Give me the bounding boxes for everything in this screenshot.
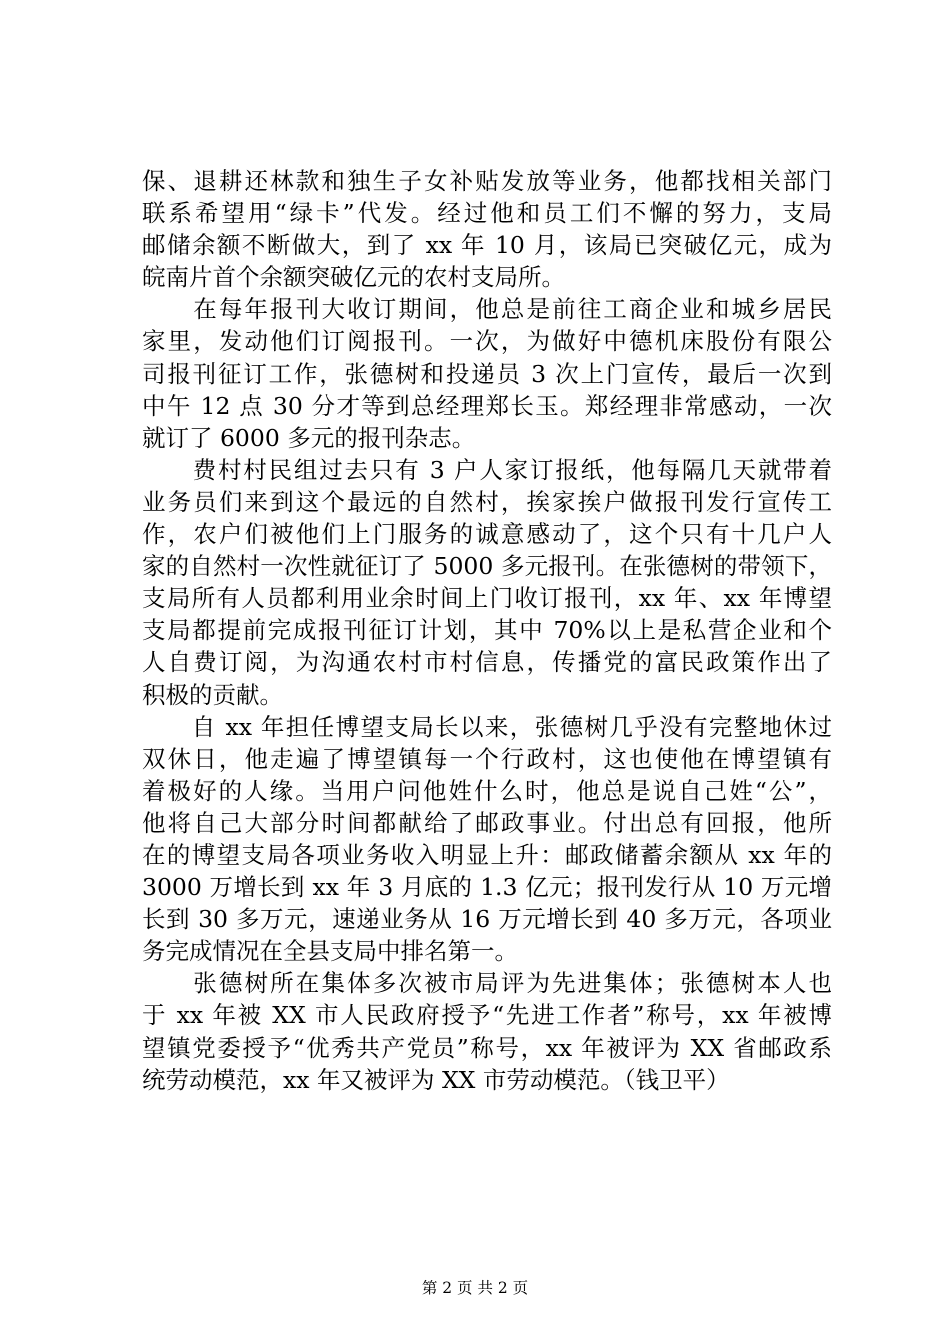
article-body [142, 165, 832, 1096]
text-line: 长到 30 多万元，速递业务从 16 万元增长到 40 多万元，各项业 [142, 905, 832, 934]
paragraph-4 [142, 711, 832, 968]
text-line: 保、退耕还林款和独生子女补贴发放等业务，他都找相关部门 [142, 167, 832, 195]
text-line: 统劳动模范，xx 年又被评为 XX 市劳动模范。（钱卫平） [142, 1065, 730, 1094]
text-line: 家的自然村一次性就征订了 5000 多元报刊。在张德树的带领下， [142, 552, 832, 581]
paragraph-2 [142, 293, 832, 453]
text-line: 皖南片首个余额突破亿元的农村支局所。 [142, 263, 565, 292]
text-line: 自 xx 年担任博望支局长以来，张德树几乎没有完整地休过 [142, 712, 832, 741]
text-line: 在每年报刊大收订期间，他总是前往工商企业和城乡居民 [142, 295, 832, 324]
text-line: 邮储余额不断做大，到了 xx 年 10 月，该局已突破亿元，成为 [142, 231, 832, 260]
text-line: 司报刊征订工作，张德树和投递员 3 次上门宣传，最后一次到 [142, 359, 832, 388]
page-number-footer: 第 2 页 共 2 页 [421, 1279, 529, 1297]
paragraph-3 [142, 454, 832, 711]
text-line: 作，农户们被他们上门服务的诚意感动了，这个只有十几户人 [142, 520, 832, 549]
text-line: 积极的贡献。 [142, 680, 283, 709]
text-line: 费村村民组过去只有 3 户人家订报纸，他每隔几天就带着 [142, 455, 832, 484]
text-line: 望镇党委授予“优秀共产党员”称号，xx 年被评为 XX 省邮政系 [142, 1033, 832, 1062]
text-line: 联系希望用“绿卡”代发。经过他和员工们不懈的努力，支局 [142, 199, 832, 228]
text-line: 支局所有人员都利用业余时间上门收订报刊，xx 年、xx 年博望 [142, 584, 832, 613]
text-line: 就订了 6000 多元的报刊杂志。 [142, 423, 476, 452]
text-line: 张德树所在集体多次被市局评为先进集体；张德树本人也 [142, 969, 832, 998]
text-line: 于 xx 年被 XX 市人民政府授予“先进工作者”称号，xx 年被博 [142, 1001, 832, 1030]
text-line: 他将自己大部分时间都献给了邮政事业。付出总有回报，他所 [142, 808, 832, 837]
text-line: 人自费订阅，为沟通农村市村信息，传播党的富民政策作出了 [142, 648, 832, 677]
paragraph-5 [142, 967, 832, 1095]
text-line: 业务员们来到这个最远的自然村，挨家挨户做报刊发行宣传工 [142, 487, 832, 516]
text-line: 支局都提前完成报刊征订计划，其中 70%以上是私营企业和个 [142, 616, 832, 645]
text-line: 3000 万增长到 xx 年 3 月底的 1.3 亿元；报刊发行从 10 万元增 [142, 873, 832, 902]
text-line: 在的博望支局各项业务收入明显上升：邮政储蓄余额从 xx 年的 [142, 840, 832, 869]
text-line: 家里，发动他们订阅报刊。一次，为做好中德机床股份有限公 [142, 327, 832, 356]
text-line: 双休日，他走遍了博望镇每一个行政村，这也使他在博望镇有 [142, 744, 832, 773]
paragraph-1 [142, 165, 832, 293]
text-line: 着极好的人缘。当用户问他姓什么时，他总是说自己姓“公”， [142, 776, 832, 805]
text-line: 务完成情况在全县支局中排名第一。 [142, 937, 518, 966]
text-line: 中午 12 点 30 分才等到总经理郑长玉。郑经理非常感动，一次 [142, 391, 832, 420]
